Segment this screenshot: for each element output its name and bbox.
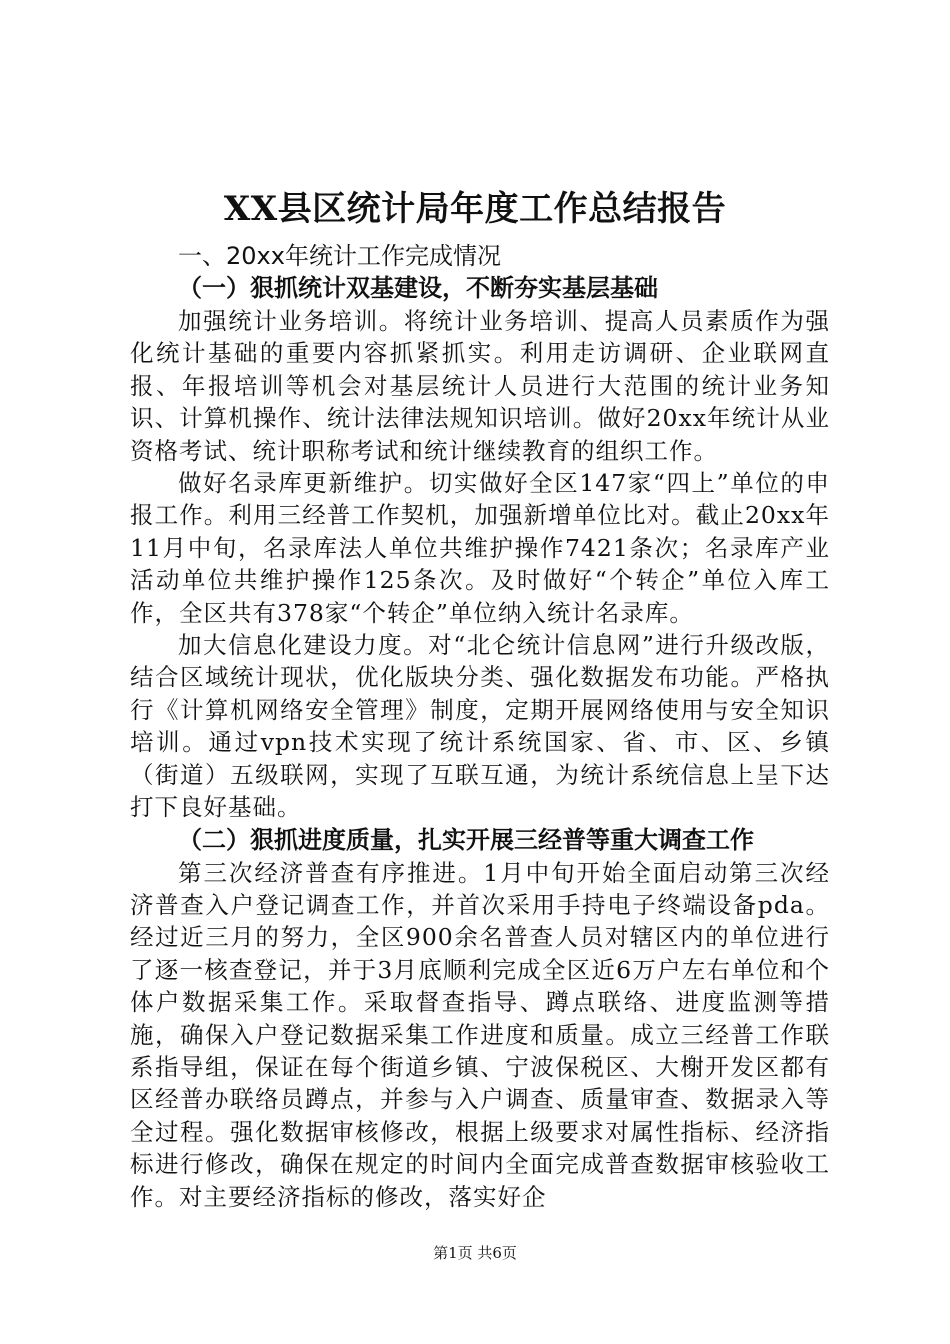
section-heading-1: 一、20xx年统计工作完成情况 [178, 242, 501, 270]
subsection-heading-1: （一）狠抓统计双基建设，不断夯实基层基础 [178, 274, 658, 302]
document-body [130, 240, 830, 1213]
paragraph-economic-census: 第三次经济普查有序推进。1月中旬开始全面启动第三次经济普查入户登记调查工作，并首次采用手持电子终端设备pda。经过近三月的努力，全区900余名普查人员对辖区内的单位进行了逐一核查登记，并于3月底顺利完成全区近6万户左右单位和个体户数据采集工作。采取督查指导、蹲点联络、进度监测等措施，确保入户登记数据采集工作进度和质量。成立三经普工作联系指导组，保证在每个街道乡镇、宁波保税区、大榭开发区都有区经普办联络员蹲点，并参与入户调查、质量审查、数据录入等全过程。强化数据审核修改，根据上级要求对属性指标、经济指标进行修改，确保在规定的时间内全面完成普查数据审核验收工作。对主要经济指标的修改，落实好企 [130, 858, 830, 1211]
page-number-footer: 第1页 共6页 [433, 1244, 517, 1262]
paragraph-training: 加强统计业务培训。将统计业务培训、提高人员素质作为强化统计基础的重要内容抓紧抓实。利用走访调研、企业联网直报、年报培训等机会对基层统计人员进行大范围的统计业务知识、计算机操作、统计法律法规知识培训。做好20xx年统计从业资格考试、统计职称考试和统计继续教育的组织工作。 [130, 307, 830, 465]
subsection-heading-2: （二）狠抓进度质量，扎实开展三经普等重大调查工作 [178, 825, 754, 854]
paragraph-informatization: 加大信息化建设力度。对“北仑统计信息网”进行升级改版，结合区域统计现状，优化版块分类、强化数据发布功能。严格执行《计算机网络安全管理》制度，定期开展网络使用与安全知识培训。通过vpn技术实现了统计系统国家、省、市、区、乡镇（街道）五级联网，实现了互联互通，为统计系统信息上呈下达打下良好基础。 [130, 631, 830, 822]
paragraph-directory-maintenance: 做好名录库更新维护。切实做好全区147家“四上”单位的申报工作。利用三经普工作契机，加强新增单位比对。截止20xx年11月中旬，名录库法人单位共维护操作7421条次；名录库产业活动单位共维护操作125条次。及时做好“个转企”单位入库工作，全区共有378家“个转企”单位纳入统计名录库。 [130, 469, 830, 627]
document-title: XX县区统计局年度工作总结报告 [223, 189, 727, 229]
